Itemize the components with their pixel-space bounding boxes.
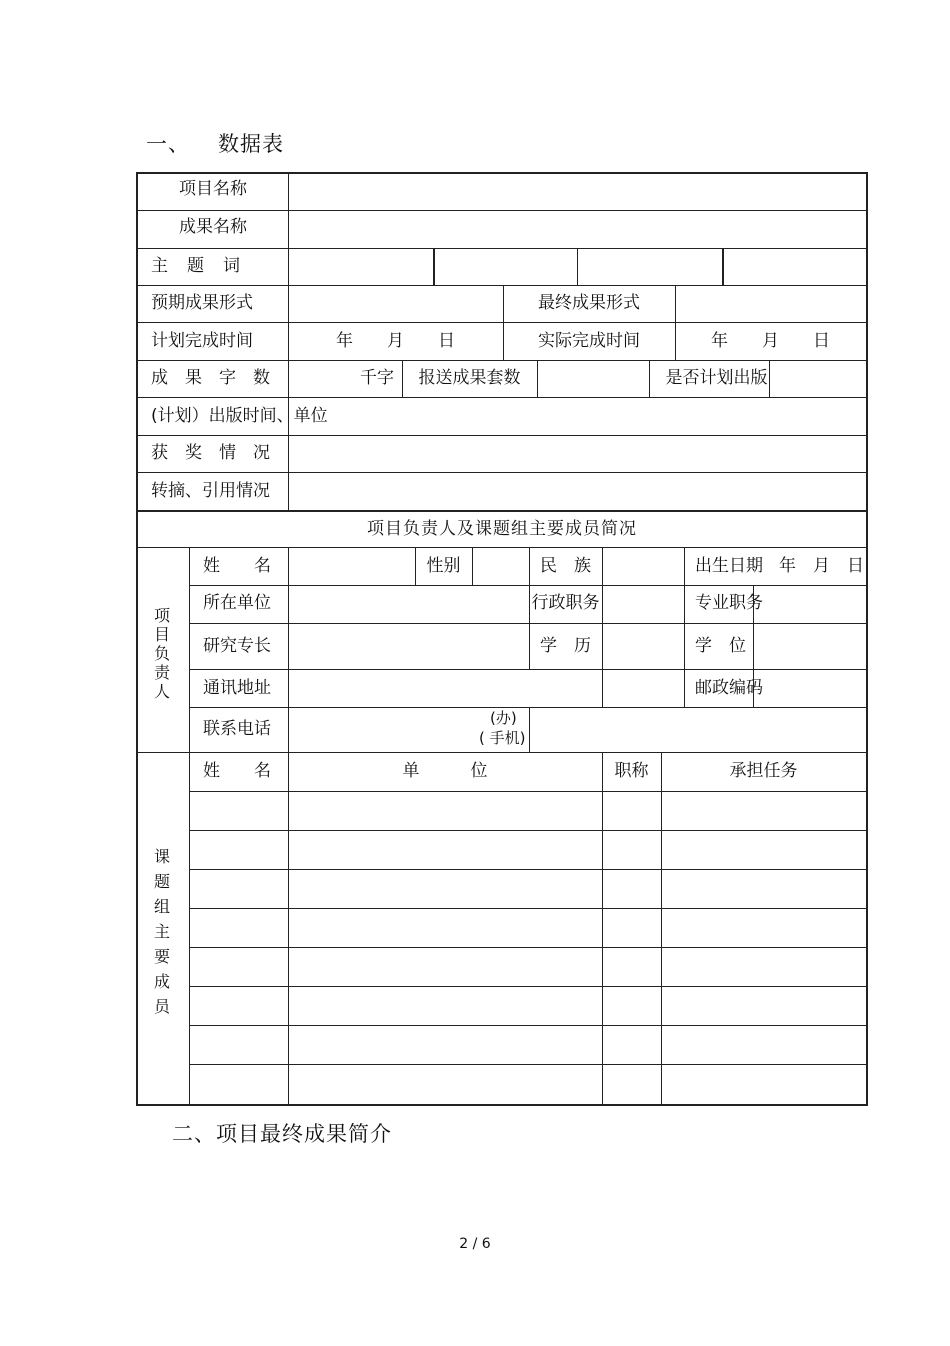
label-citations: 转摘、引用情况 xyxy=(151,481,270,501)
label-degree: 学 位 xyxy=(695,636,746,656)
label-address: 通讯地址 xyxy=(203,678,271,698)
label-keywords: 主 题 词 xyxy=(151,256,241,276)
leader-vertical-label: 项目负责人 xyxy=(153,606,170,701)
label-publish-planned: 是否计划出版 xyxy=(665,368,768,388)
label-admin-post: 行政职务 xyxy=(531,593,600,613)
label-planned-time: 计划完成时间 xyxy=(151,331,253,351)
label-education: 学 历 xyxy=(540,636,591,656)
label-gender: 性别 xyxy=(426,556,461,576)
birth-date-ymd: 年 月 日 xyxy=(779,556,864,576)
label-sets-submitted: 报送成果套数 xyxy=(418,368,521,388)
label-actual-time: 实际完成时间 xyxy=(538,331,640,351)
label-leader-name: 姓 名 xyxy=(203,556,271,576)
label-specialty: 研究专长 xyxy=(203,636,271,656)
label-ethnicity: 民 族 xyxy=(540,556,591,576)
label-expected-form: 预期成果形式 xyxy=(151,293,253,313)
label-thousand-chars: 千字 xyxy=(360,368,394,388)
label-task: 承担任务 xyxy=(729,761,798,781)
label-project-name: 项目名称 xyxy=(179,179,247,199)
section1-number: 一、 xyxy=(146,132,190,156)
label-unit: 单 位 xyxy=(402,761,488,781)
label-workplace: 所在单位 xyxy=(203,593,271,613)
label-member-name: 姓 名 xyxy=(203,761,271,781)
page-number: 2 / 6 xyxy=(459,1236,491,1252)
label-birth-date: 出生日期 xyxy=(695,556,763,576)
data-form-table xyxy=(136,172,868,1106)
members-vertical-label: 课题组主要成员 xyxy=(153,847,170,1016)
label-mobile-phone: ( 手机) xyxy=(479,729,526,747)
label-word-count: 成 果 字 数 xyxy=(151,368,270,388)
label-office-phone: (办) xyxy=(490,709,517,727)
label-final-form: 最终成果形式 xyxy=(538,293,640,313)
planned-date: 年 月 日 xyxy=(336,331,455,351)
section1-title xyxy=(146,128,284,158)
label-title-col: 职称 xyxy=(614,761,649,781)
label-postcode: 邮政编码 xyxy=(695,678,763,698)
label-publish-time-unit: (计划）出版时间、单位 xyxy=(151,406,328,426)
label-prof-title: 专业职务 xyxy=(695,593,763,613)
label-result-name: 成果名称 xyxy=(179,217,247,237)
label-phone: 联系电话 xyxy=(203,719,271,739)
members-section-title: 项目负责人及课题组主要成员简况 xyxy=(367,519,637,539)
section1-label: 数据表 xyxy=(218,132,284,156)
section2-title: 二、项目最终成果简介 xyxy=(172,1122,392,1146)
label-awards: 获 奖 情 况 xyxy=(151,443,270,463)
actual-date: 年 月 日 xyxy=(711,331,830,351)
